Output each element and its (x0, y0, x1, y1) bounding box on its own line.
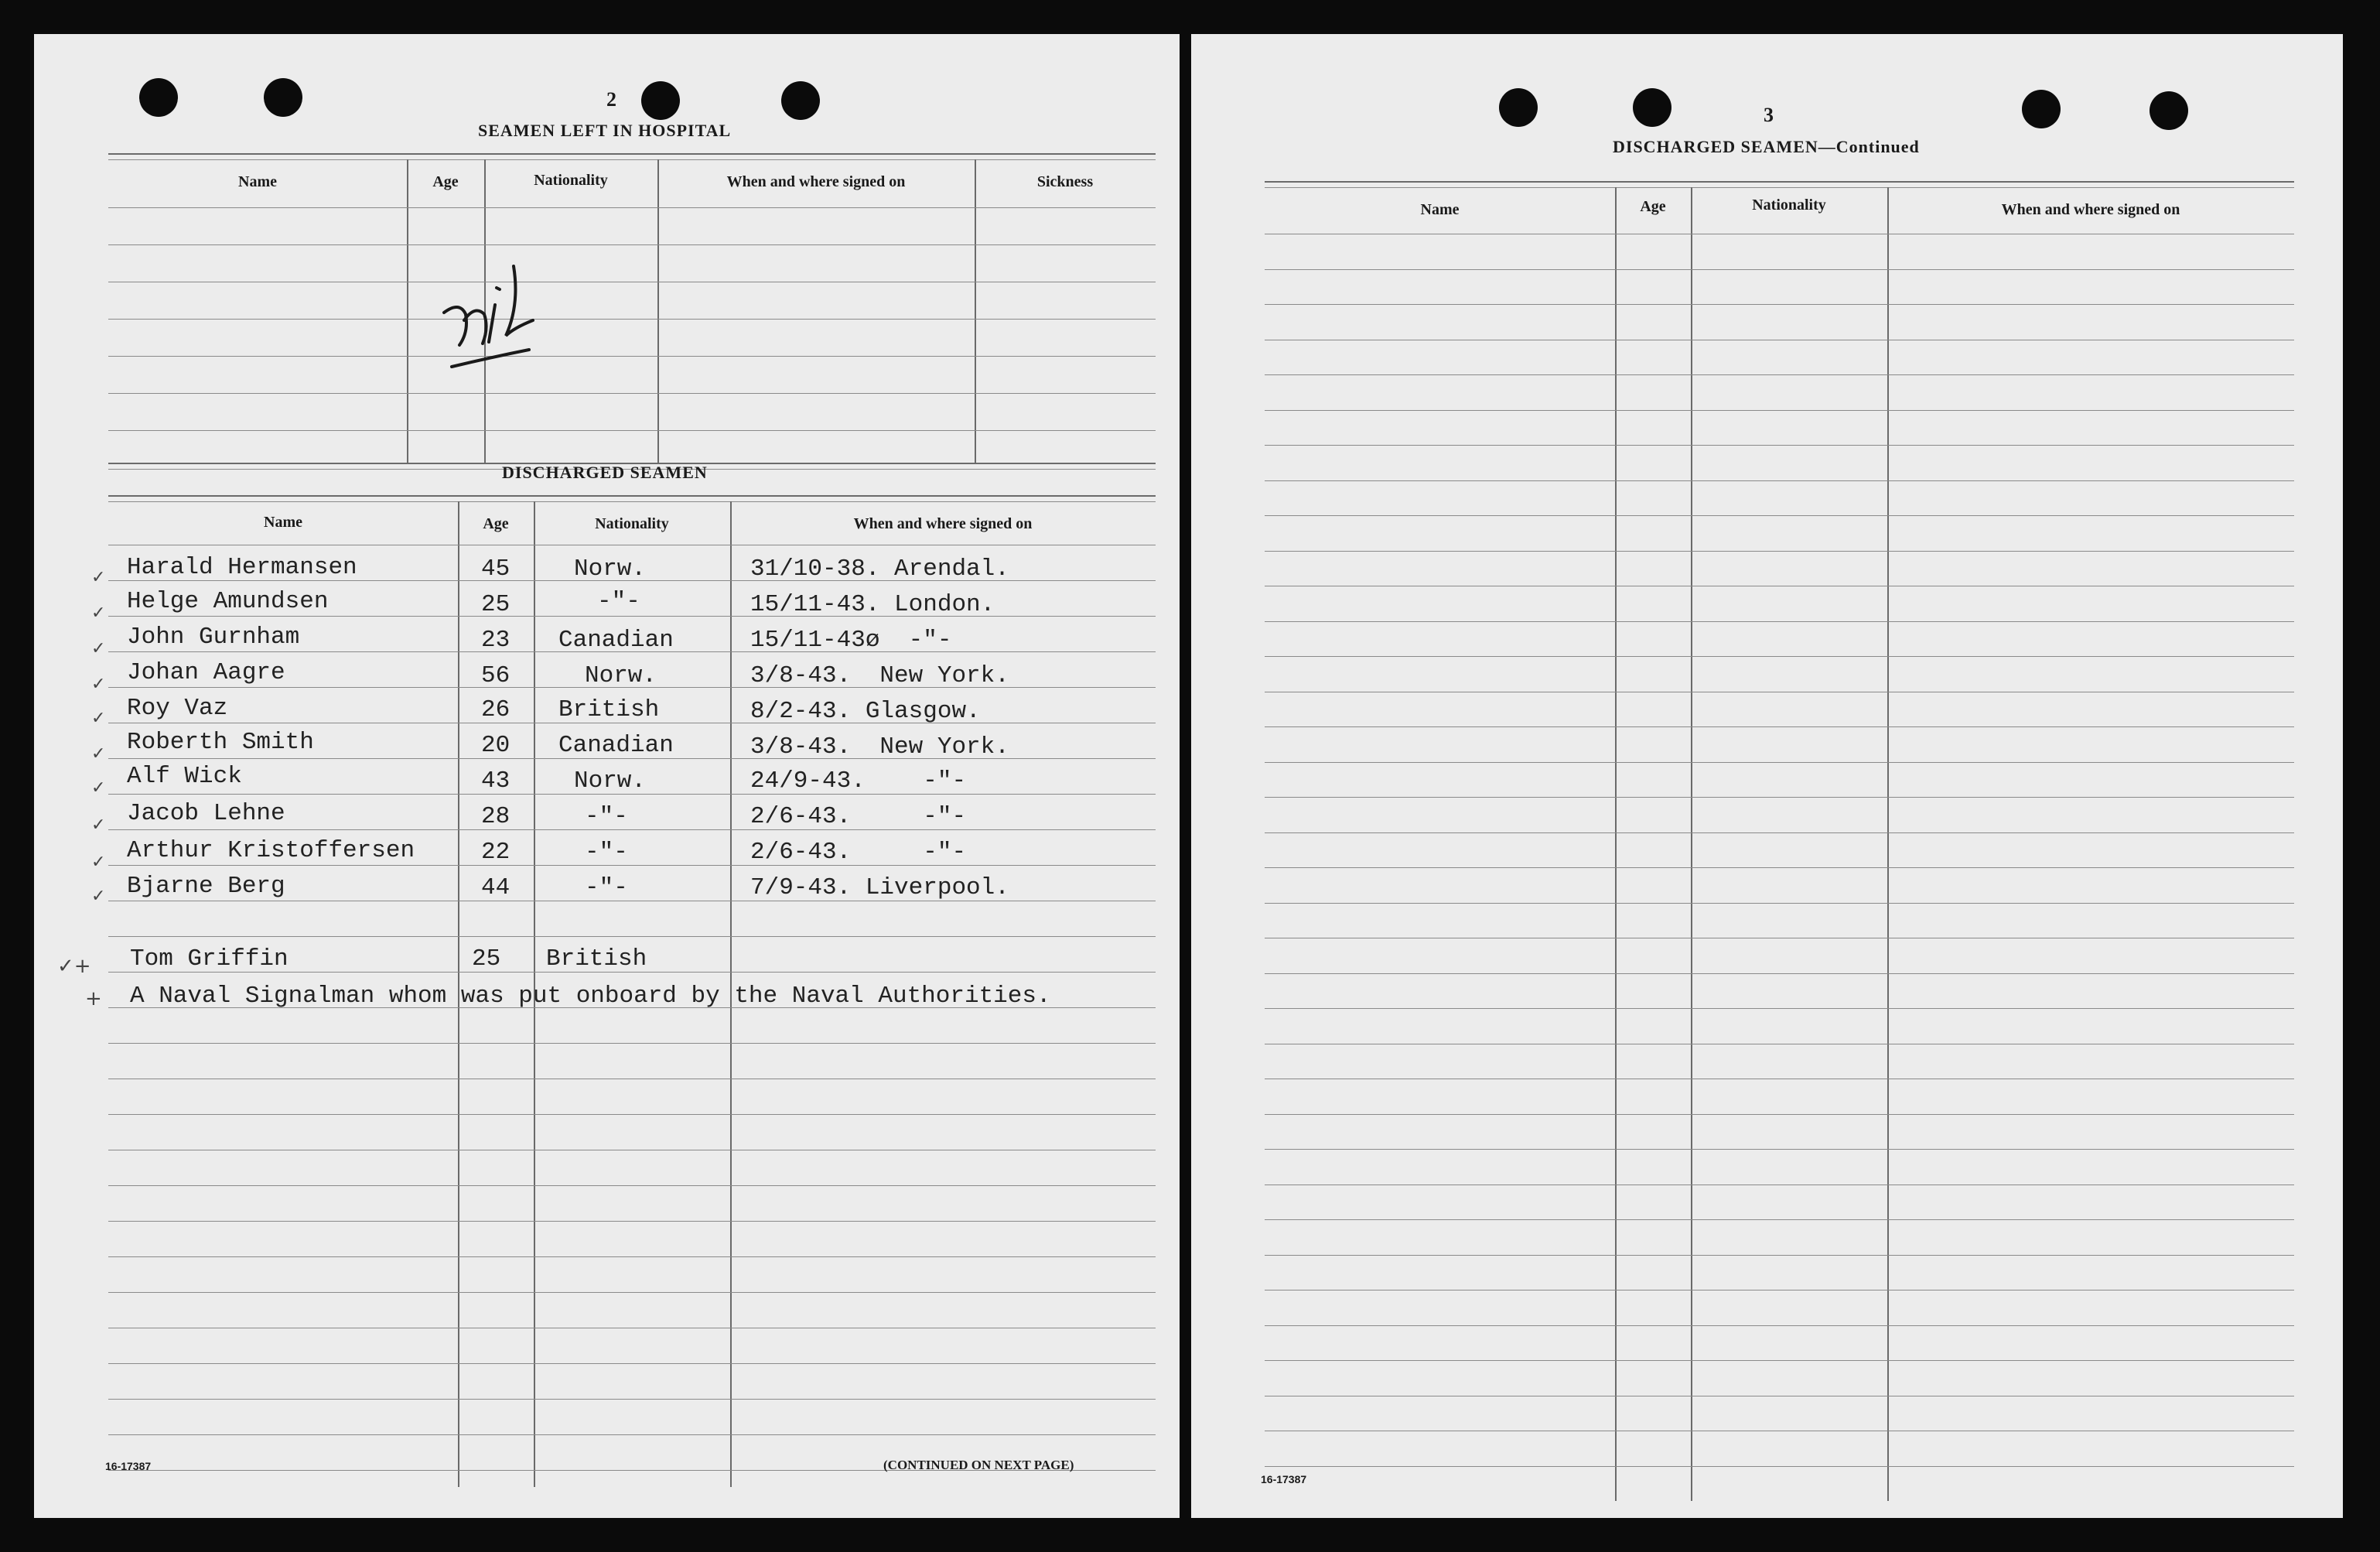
ruled-line (1265, 304, 2294, 305)
seaman-nationality: -"- (597, 588, 640, 615)
ruled-line (1265, 269, 2294, 270)
discharged-header-signed-on: When and where signed on (853, 515, 1033, 532)
seaman-nationality: British (546, 945, 647, 973)
continued-header-signed-on: When and where signed on (2001, 201, 2180, 218)
continued-header-age: Age (1640, 198, 1666, 215)
ruled-line (1265, 374, 2294, 375)
seaman-age: 26 (481, 696, 510, 723)
row-check-mark: ✓ (91, 603, 106, 623)
seaman-name: Roy Vaz (127, 695, 228, 722)
page-number: 2 (606, 88, 616, 111)
seaman-name: Bjarne Berg (127, 873, 285, 900)
ruled-line (1265, 515, 2294, 516)
ruled-line (1265, 551, 2294, 552)
punch-hole (2022, 90, 2061, 128)
ruled-line (1265, 410, 2294, 411)
discharged-continued-title: DISCHARGED SEAMEN—Continued (1613, 137, 1920, 156)
note-plus-mark: + (85, 987, 102, 1010)
continued-header-nationality: Nationality (1752, 197, 1826, 214)
ruled-line (1265, 1325, 2294, 1326)
ruled-line (1265, 1114, 2294, 1115)
seaman-signed-on: 15/11-43. London. (750, 591, 995, 618)
seaman-signed-on: 3/8-43. New York. (750, 662, 1009, 689)
seaman-signed-on: 31/10-38. Arendal. (750, 556, 1009, 583)
seaman-signed-on: 2/6-43. -"- (750, 803, 967, 830)
punch-hole (1499, 88, 1538, 127)
ruled-line (1265, 1219, 2294, 1220)
row-check-mark: ✓ (91, 709, 106, 728)
punch-hole (781, 81, 820, 120)
ruled-line (108, 1114, 1156, 1115)
ruled-line (108, 936, 1156, 937)
seaman-nationality: Canadian (558, 627, 674, 654)
seaman-age: 22 (481, 839, 510, 866)
ruled-line (1265, 903, 2294, 904)
seaman-name: Harald Hermansen (127, 554, 357, 581)
ruled-line (108, 829, 1156, 830)
continued-header-name: Name (1420, 201, 1460, 218)
row-check-mark: ✓ (91, 675, 106, 694)
handwritten-nil-note (429, 258, 583, 398)
seaman-age: 43 (481, 767, 510, 795)
seaman-age: 20 (481, 732, 510, 759)
ruled-line (108, 865, 1156, 866)
seaman-age: 23 (481, 627, 510, 654)
discharged-header-nationality: Nationality (595, 515, 669, 532)
left-page (34, 34, 1180, 1518)
seaman-nationality: -"- (585, 839, 628, 866)
hospital-section-title: SEAMEN LEFT IN HOSPITAL (478, 121, 732, 140)
row-check-mark: ✓ (91, 887, 106, 906)
ruled-line (108, 1434, 1156, 1435)
ruled-line (108, 1043, 1156, 1044)
hospital-header-name: Name (238, 173, 277, 190)
ruled-line (108, 1256, 1156, 1257)
discharged-section-title: DISCHARGED SEAMEN (502, 463, 708, 482)
seaman-signed-on: 24/9-43. -"- (750, 767, 967, 795)
hospital-header-age: Age (432, 173, 459, 190)
row-check-mark: ✓+ (57, 955, 91, 978)
seaman-signed-on: 8/2-43. Glasgow. (750, 698, 981, 725)
seaman-nationality: -"- (585, 874, 628, 901)
row-check-mark: ✓ (91, 778, 106, 798)
row-check-mark: ✓ (91, 853, 106, 872)
row-check-mark: ✓ (91, 815, 106, 835)
ruled-line (108, 1363, 1156, 1364)
punch-hole (641, 81, 680, 120)
punch-hole (264, 78, 302, 117)
seaman-name: Alf Wick (127, 763, 242, 790)
ruled-line (1265, 656, 2294, 657)
form-number: 16-17387 (105, 1460, 152, 1472)
seaman-name: Tom Griffin (130, 945, 289, 973)
seaman-name: Johan Aagre (127, 659, 285, 686)
seaman-nationality: Norw. (574, 767, 647, 795)
page-number: 3 (1764, 104, 1774, 126)
ruled-line (1265, 1255, 2294, 1256)
seaman-nationality: Norw. (585, 662, 657, 689)
ruled-line (108, 616, 1156, 617)
form-number: 16-17387 (1261, 1473, 1307, 1485)
ruled-line (108, 1399, 1156, 1400)
ruled-line (1265, 797, 2294, 798)
seaman-age: 44 (481, 874, 510, 901)
discharged-header-age: Age (483, 515, 509, 532)
ruled-line (1265, 1360, 2294, 1361)
seaman-age: 28 (481, 803, 510, 830)
seaman-signed-on: 15/11-43ø -"- (750, 627, 952, 654)
ruled-line (1265, 1008, 2294, 1009)
ruled-line (1265, 1149, 2294, 1150)
continued-footer: (CONTINUED ON NEXT PAGE) (883, 1458, 1074, 1472)
ruled-line (1265, 445, 2294, 446)
right-page (1191, 34, 2343, 1518)
ruled-line (1265, 621, 2294, 622)
seaman-age: 25 (481, 591, 510, 618)
row-check-mark: ✓ (91, 568, 106, 587)
seaman-nationality: -"- (585, 803, 628, 830)
seaman-age: 45 (481, 556, 510, 583)
ruled-line (1265, 762, 2294, 763)
ruled-line (1265, 973, 2294, 974)
seaman-name: Roberth Smith (127, 729, 314, 756)
punch-hole (139, 78, 178, 117)
ruled-line (1265, 480, 2294, 481)
discharged-header-name: Name (264, 514, 302, 531)
seaman-name: Jacob Lehne (127, 800, 285, 827)
seaman-name: John Gurnham (127, 624, 300, 651)
ruled-line (1265, 726, 2294, 727)
seaman-nationality: Canadian (558, 732, 674, 759)
ruled-line (1265, 1466, 2294, 1467)
ruled-line (1265, 832, 2294, 833)
hospital-header-signed-on: When and where signed on (726, 173, 906, 190)
row-check-mark: ✓ (91, 639, 106, 658)
hospital-header-sickness: Sickness (1036, 173, 1094, 190)
ruled-line (108, 1292, 1156, 1293)
seaman-age: 56 (481, 662, 510, 689)
seaman-age: 25 (472, 945, 501, 973)
seaman-signed-on: 2/6-43. -"- (750, 839, 967, 866)
seaman-name: Helge Amundsen (127, 588, 329, 615)
ruled-line (1265, 867, 2294, 868)
row-check-mark: ✓ (91, 744, 106, 764)
seaman-signed-on: 7/9-43. Liverpool. (750, 874, 1009, 901)
seaman-name: Arthur Kristoffersen (127, 837, 415, 864)
ruled-line (108, 1221, 1156, 1222)
punch-hole (2150, 91, 2188, 130)
seaman-nationality: Norw. (574, 556, 647, 583)
punch-hole (1633, 88, 1671, 127)
note-text: A Naval Signalman whom was put onboard by the Naval Authorities. (130, 983, 1051, 1010)
ruled-line (108, 1185, 1156, 1186)
seaman-nationality: British (558, 696, 660, 723)
hospital-header-nationality: Nationality (534, 172, 608, 189)
seaman-signed-on: 3/8-43. New York. (750, 733, 1009, 761)
